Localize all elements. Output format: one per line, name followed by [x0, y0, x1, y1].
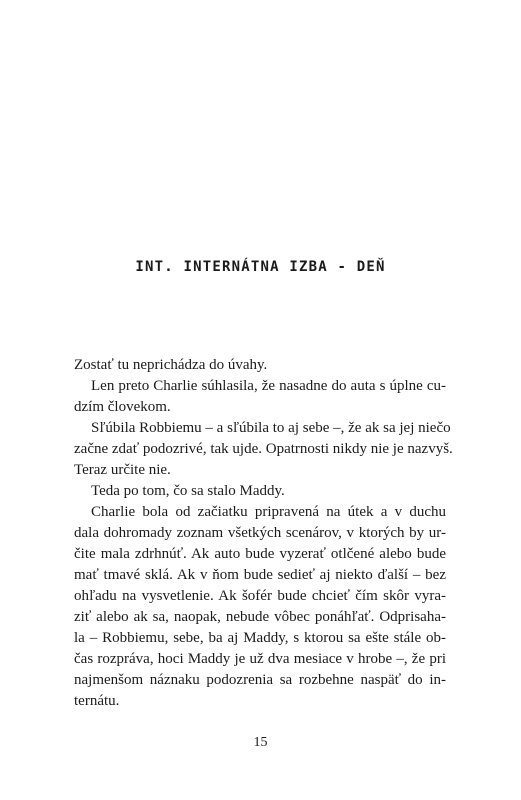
text-line: Teda po tom, čo sa stalo Maddy. [91, 483, 285, 499]
text-line: ternátu. [74, 693, 120, 709]
scene-heading: INT. INTERNÁTNA IZBA - DEŇ [135, 259, 386, 275]
text-line: čite mala zdrhnúť. Ak auto bude vyzerať otlčené alebo bude [74, 546, 446, 562]
text-line: najmenšom náznaku podozrenia sa rozbehne naspäť do in- [74, 672, 446, 688]
text-line: dala dohromady zoznam všetkých scenárov, v ktorých by ur- [74, 525, 446, 541]
text-line: začne zdať podozrivé, tak ujde. Opatrnosti nikdy nie je nazvyš. [74, 441, 453, 457]
page-number: 15 [253, 735, 268, 750]
text-line: Zostať tu neprichádza do úvahy. [74, 357, 268, 373]
text-line: Charlie bola od začiatku pripravená na útek a v duchu [91, 504, 446, 520]
text-line: la – Robbiemu, sebe, ba aj Maddy, s ktorou sa ešte stále ob- [74, 630, 446, 646]
text-line: ohľadu na vysvetlenie. Ak šofér bude chcieť čím skôr vyra- [74, 588, 446, 604]
text-line: ziť alebo ak sa, naopak, nebude vôbec ponáhľať. Odprisaha- [74, 609, 446, 625]
body-text [74, 355, 453, 712]
text-line: mať tmavé sklá. Ak v ňom bude sedieť aj niekto ďalší – bez [74, 567, 446, 583]
text-line: Teraz určite nie. [74, 462, 171, 478]
text-line: dzím človekom. [74, 399, 171, 415]
text-line: Len preto Charlie súhlasila, že nasadne do auta s úplne cu- [91, 378, 446, 394]
text-line: čas rozpráva, hoci Maddy je už dva mesiace v hrobe –, že pri [74, 651, 446, 667]
text-line: Sľúbila Robbiemu – a sľúbila to aj sebe –, že ak sa jej niečo [91, 420, 451, 436]
